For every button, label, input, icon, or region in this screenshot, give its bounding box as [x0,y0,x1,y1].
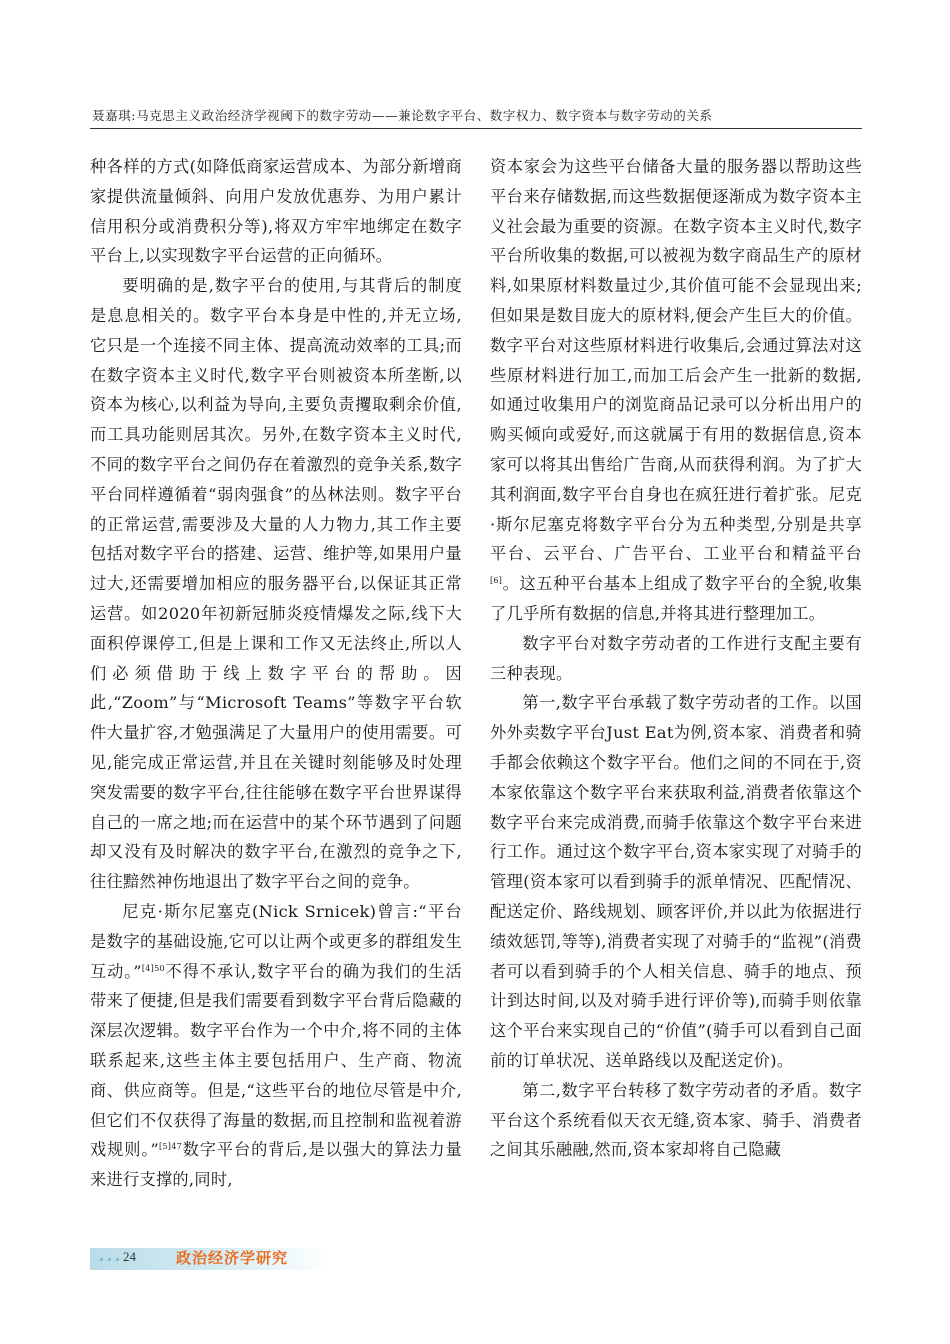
paragraph [90,897,462,1195]
citation: [4]50 [141,963,165,973]
paragraph: 第二,数字平台转移了数字劳动者的矛盾。数字平台这个系统看似天衣无缝,资本家、骑手、消费者之间其乐融融,然而,资本家却将自己隐藏 [490,1080,862,1160]
footer-dot [100,1258,103,1261]
paragraph-text: 数字平台的背后,是以强大的算法力量来进行支撑的,同时, [90,1140,462,1190]
paragraph [490,152,862,629]
footer-dot [108,1258,111,1261]
header-rule [90,128,862,129]
left-column [90,152,462,1195]
page-number: 24 [123,1249,136,1264]
running-head: 聂嘉琪:马克思主义政治经济学视阈下的数字劳动——兼论数字平台、数字权力、数字资本与数字劳动的关系 [92,108,713,123]
paragraph: 要明确的是,数字平台的使用,与其背后的制度是息息相关的。数字平台本身是中性的,并无立场,它只是一个连接不同主体、提高流动效率的工具;而在数字资本主义时代,数字平台则被资本所垄断,以资本为核心,以利益为导向,主要负责攫取剩余价值,而工具功能则居其次。另外,在数字资本主义时代,不同的数字平台之间仍存在着激烈的竞争关系,数字平台同样遵循着“弱肉强食”的丛林法则。数字平台的正常运营,需要涉及大量的人力物力,其工作主要包括对数字平台的搭建、运营、维护等,如果用户量过大,还需要增加相应的服务器平台,以保证其正常运营。如2020年初新冠肺炎疫情爆发之际,线下大面积停课停工,但是上课和工作又无法终止,所以人们必须借助于线上数字平台的帮助。因此,“Zoom”与“Microsoft Teams”等数字平台软件大量扩容,才勉强满足了大量用户的使用需要。可见,能完成正常运营,并且在关键时刻能够及时处理突发需要的数字平台,往往能够在数字平台世界谋得自己的一席之地;而在运营中的某个环节遇到了问题却又没有及时解决的数字平台,在激烈的竞争之下,往往黯然神伤地退出了数字平台之间的竞争。 [90,276,462,892]
paragraph: 种各样的方式(如降低商家运营成本、为部分新增商家提供流量倾斜、向用户发放优惠券、为用户累计信用积分或消费积分等),将双方牢牢地绑定在数字平台上,以实现数字平台运营的正向循环。 [90,157,462,266]
paragraph-text: 尼克·斯尔尼塞克(Nick Srnicek)曾言:“平台是数字的基础设施,它可以让两个或更多的群组发生互动。” [90,901,462,981]
paragraph: 数字平台对数字劳动者的工作进行支配主要有三种表现。 [490,633,862,683]
citation: [5]47 [158,1142,182,1152]
paragraph-text: 。这五种平台基本上组成了数字平台的全貌,收集了几乎所有数据的信息,并将其进行整理加工。 [490,574,862,623]
citation: [6] [490,576,503,586]
right-column [490,152,862,1165]
paragraph: 第一,数字平台承载了数字劳动者的工作。以国外外卖数字平台Just Eat为例,资本家、消费者和骑手都会依赖这个数字平台。他们之间的不同在于,资本家依靠这个数字平台来获取利益,消费者依靠这个数字平台来完成消费,而骑手依靠这个数字平台来进行工作。通过这个数字平台,资本家实现了对骑手的管理(资本家可以看到骑手的派单情况、匹配情况、配送定价、路线规划、顾客评价,并以此为依据进行绩效惩罚,等等),消费者实现了对骑手的“监视”(消费者可以看到骑手的个人相关信息、骑手的地点、预计到达时间,以及对骑手进行评价等),而骑手则依靠这个平台来实现自己的“价值”(骑手可以看到自己面前的订单状况、送单路线以及配送定价)。 [490,693,862,1070]
journal-name: 政治经济学研究 [176,1249,289,1267]
paragraph-text: 资本家会为这些平台储备大量的服务器以帮助这些平台来存储数据,而这些数据便逐渐成为数字资本主义社会最为重要的资源。在数字资本主义时代,数字平台所收集的数据,可以被视为数字商品生产的原材料,如果原材料数量过少,其价值可能不会显现出来;但如果是数目庞大的原材料,便会产生巨大的价值。数字平台对这些原材料进行收集后,会通过算法对这些原材料进行加工,而加工后会产生一批新的数据,如通过收集用户的浏览商品记录可以分析出用户的购买倾向或爱好,而这就属于有用的数据信息,资本家可以将其出售给广告商,从而获得利润。为了扩大其利润面,数字平台自身也在疯狂进行着扩张。尼克·斯尔尼塞克将数字平台分为五种类型,分别是共享平台、云平台、广告平台、工业平台和精益平台 [490,157,862,564]
paragraph-text: 不得不承认,数字平台的确为我们的生活带来了便捷,但是我们需要看到数字平台背后隐藏的深层次逻辑。数字平台作为一个中介,将不同的主体联系起来,这些主体主要包括用户、生产商、物流商、供应商等。但是,“这些平台的地位尽管是中介,但它们不仅获得了海量的数据,而且控制和监视着游戏规则。” [90,961,462,1160]
footer-dot [116,1258,119,1261]
